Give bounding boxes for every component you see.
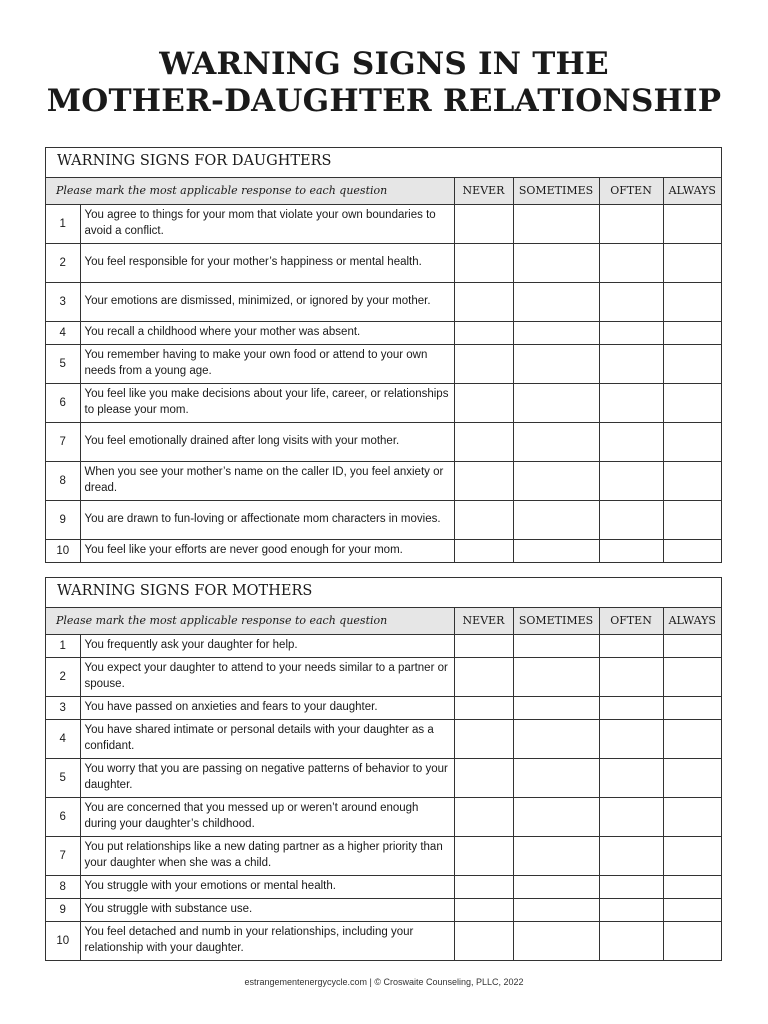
sometimes-response-cell[interactable]	[513, 696, 599, 719]
always-response-cell[interactable]	[663, 500, 721, 539]
always-response-cell[interactable]	[663, 461, 721, 500]
always-response-cell[interactable]	[663, 243, 721, 282]
question-number: 3	[46, 696, 80, 719]
question-row	[46, 500, 721, 539]
often-response-cell[interactable]	[599, 422, 663, 461]
question-text: You are drawn to fun-loving or affectionate mom characters in movies.	[80, 500, 454, 539]
often-response-cell[interactable]	[599, 921, 663, 960]
question-text: You feel detached and numb in your relationships, including your relationship with your daughter.	[80, 921, 454, 960]
question-text: You put relationships like a new dating partner as a higher priority than your daughter when she was a child.	[80, 836, 454, 875]
sometimes-response-cell[interactable]	[513, 719, 599, 758]
question-number: 1	[46, 204, 80, 243]
question-row	[46, 921, 721, 960]
never-response-cell[interactable]	[454, 875, 513, 898]
sometimes-response-cell[interactable]	[513, 634, 599, 657]
never-response-cell[interactable]	[454, 461, 513, 500]
always-response-cell[interactable]	[663, 875, 721, 898]
question-text: Your emotions are dismissed, minimized, or ignored by your mother.	[80, 282, 454, 321]
always-response-cell[interactable]	[663, 634, 721, 657]
question-text: You frequently ask your daughter for help.	[80, 634, 454, 657]
never-column-header: NEVER	[454, 608, 513, 634]
page-title	[0, 46, 768, 120]
question-number: 4	[46, 719, 80, 758]
sometimes-column-header: SOMETIMES	[513, 178, 599, 204]
question-text: You struggle with substance use.	[80, 898, 454, 921]
sometimes-response-cell[interactable]	[513, 282, 599, 321]
question-text: You worry that you are passing on negative patterns of behavior to your daughter.	[80, 758, 454, 797]
always-response-cell[interactable]	[663, 422, 721, 461]
sometimes-response-cell[interactable]	[513, 898, 599, 921]
question-number: 4	[46, 321, 80, 344]
question-number: 7	[46, 422, 80, 461]
question-text: You feel emotionally drained after long visits with your mother.	[80, 422, 454, 461]
question-row	[46, 282, 721, 321]
question-number: 6	[46, 383, 80, 422]
sometimes-response-cell[interactable]	[513, 383, 599, 422]
always-response-cell[interactable]	[663, 797, 721, 836]
daughters-section-heading: WARNING SIGNS FOR DAUGHTERS	[46, 148, 721, 178]
question-text: You expect your daughter to attend to your needs similar to a partner or spouse.	[80, 657, 454, 696]
question-row	[46, 243, 721, 282]
never-response-cell[interactable]	[454, 719, 513, 758]
often-response-cell[interactable]	[599, 797, 663, 836]
question-number: 3	[46, 282, 80, 321]
never-response-cell[interactable]	[454, 282, 513, 321]
never-response-cell[interactable]	[454, 634, 513, 657]
sometimes-response-cell[interactable]	[513, 321, 599, 344]
question-number: 10	[46, 539, 80, 562]
page-title-line-2: MOTHER-DAUGHTER RELATIONSHIP	[46, 83, 722, 119]
question-text: You feel like you make decisions about your life, career, or relationships to please your mom.	[80, 383, 454, 422]
question-number: 8	[46, 461, 80, 500]
never-response-cell[interactable]	[454, 758, 513, 797]
question-row	[46, 422, 721, 461]
always-response-cell[interactable]	[663, 539, 721, 562]
sometimes-response-cell[interactable]	[513, 836, 599, 875]
question-number: 5	[46, 758, 80, 797]
often-response-cell[interactable]	[599, 500, 663, 539]
question-row	[46, 321, 721, 344]
never-response-cell[interactable]	[454, 797, 513, 836]
often-response-cell[interactable]	[599, 758, 663, 797]
question-row	[46, 875, 721, 898]
question-text: You recall a childhood where your mother was absent.	[80, 321, 454, 344]
sometimes-response-cell[interactable]	[513, 539, 599, 562]
always-response-cell[interactable]	[663, 383, 721, 422]
often-response-cell[interactable]	[599, 344, 663, 383]
mothers-table	[46, 608, 721, 960]
question-number: 6	[46, 797, 80, 836]
often-column-header: OFTEN	[599, 608, 663, 634]
question-row	[46, 719, 721, 758]
daughters-section	[45, 147, 722, 563]
question-row	[46, 461, 721, 500]
never-response-cell[interactable]	[454, 321, 513, 344]
question-number: 2	[46, 243, 80, 282]
sometimes-response-cell[interactable]	[513, 500, 599, 539]
always-response-cell[interactable]	[663, 657, 721, 696]
always-response-cell[interactable]	[663, 282, 721, 321]
often-response-cell[interactable]	[599, 461, 663, 500]
never-response-cell[interactable]	[454, 539, 513, 562]
often-response-cell[interactable]	[599, 634, 663, 657]
often-response-cell[interactable]	[599, 875, 663, 898]
question-row	[46, 758, 721, 797]
often-response-cell[interactable]	[599, 383, 663, 422]
sometimes-response-cell[interactable]	[513, 758, 599, 797]
question-row	[46, 898, 721, 921]
question-row	[46, 797, 721, 836]
question-text: You feel like your efforts are never good enough for your mom.	[80, 539, 454, 562]
question-text: When you see your mother’s name on the caller ID, you feel anxiety or dread.	[80, 461, 454, 500]
question-number: 2	[46, 657, 80, 696]
mothers-section	[45, 577, 722, 961]
often-response-cell[interactable]	[599, 657, 663, 696]
always-response-cell[interactable]	[663, 344, 721, 383]
always-response-cell[interactable]	[663, 921, 721, 960]
instruction-header: Please mark the most applicable response to each question	[46, 608, 454, 634]
question-text: You are concerned that you messed up or weren’t around enough during your daughter’s childhood.	[80, 797, 454, 836]
often-response-cell[interactable]	[599, 898, 663, 921]
never-response-cell[interactable]	[454, 383, 513, 422]
never-response-cell[interactable]	[454, 344, 513, 383]
question-number: 9	[46, 500, 80, 539]
question-row	[46, 836, 721, 875]
question-text: You have passed on anxieties and fears to your daughter.	[80, 696, 454, 719]
always-response-cell[interactable]	[663, 204, 721, 243]
often-response-cell[interactable]	[599, 719, 663, 758]
sometimes-column-header: SOMETIMES	[513, 608, 599, 634]
often-response-cell[interactable]	[599, 204, 663, 243]
always-response-cell[interactable]	[663, 836, 721, 875]
page-title-line-1: WARNING SIGNS IN THE	[159, 46, 609, 82]
question-text: You struggle with your emotions or mental health.	[80, 875, 454, 898]
always-response-cell[interactable]	[663, 758, 721, 797]
always-response-cell[interactable]	[663, 321, 721, 344]
always-response-cell[interactable]	[663, 898, 721, 921]
never-response-cell[interactable]	[454, 696, 513, 719]
question-text: You feel responsible for your mother’s happiness or mental health.	[80, 243, 454, 282]
sometimes-response-cell[interactable]	[513, 875, 599, 898]
often-column-header: OFTEN	[599, 178, 663, 204]
daughters-table	[46, 178, 721, 562]
always-response-cell[interactable]	[663, 696, 721, 719]
never-column-header: NEVER	[454, 178, 513, 204]
question-row	[46, 383, 721, 422]
often-response-cell[interactable]	[599, 243, 663, 282]
often-response-cell[interactable]	[599, 836, 663, 875]
sometimes-response-cell[interactable]	[513, 657, 599, 696]
question-row	[46, 344, 721, 383]
sometimes-response-cell[interactable]	[513, 243, 599, 282]
sometimes-response-cell[interactable]	[513, 461, 599, 500]
question-row	[46, 539, 721, 562]
never-response-cell[interactable]	[454, 204, 513, 243]
often-response-cell[interactable]	[599, 696, 663, 719]
sometimes-response-cell[interactable]	[513, 797, 599, 836]
never-response-cell[interactable]	[454, 898, 513, 921]
never-response-cell[interactable]	[454, 422, 513, 461]
always-column-header: ALWAYS	[663, 178, 721, 204]
never-response-cell[interactable]	[454, 657, 513, 696]
instruction-header: Please mark the most applicable response to each question	[46, 178, 454, 204]
often-response-cell[interactable]	[599, 321, 663, 344]
mothers-section-heading: WARNING SIGNS FOR MOTHERS	[46, 578, 721, 608]
question-text: You have shared intimate or personal details with your daughter as a confidant.	[80, 719, 454, 758]
question-number: 7	[46, 836, 80, 875]
question-number: 9	[46, 898, 80, 921]
question-text: You remember having to make your own food or attend to your own needs from a young age.	[80, 344, 454, 383]
question-row	[46, 657, 721, 696]
sometimes-response-cell[interactable]	[513, 344, 599, 383]
question-text: You agree to things for your mom that violate your own boundaries to avoid a conflict.	[80, 204, 454, 243]
question-number: 10	[46, 921, 80, 960]
question-row	[46, 204, 721, 243]
often-response-cell[interactable]	[599, 282, 663, 321]
sometimes-response-cell[interactable]	[513, 204, 599, 243]
question-row	[46, 634, 721, 657]
never-response-cell[interactable]	[454, 836, 513, 875]
question-number: 8	[46, 875, 80, 898]
never-response-cell[interactable]	[454, 243, 513, 282]
question-number: 1	[46, 634, 80, 657]
always-column-header: ALWAYS	[663, 608, 721, 634]
question-row	[46, 696, 721, 719]
sometimes-response-cell[interactable]	[513, 921, 599, 960]
often-response-cell[interactable]	[599, 539, 663, 562]
question-number: 5	[46, 344, 80, 383]
always-response-cell[interactable]	[663, 719, 721, 758]
never-response-cell[interactable]	[454, 921, 513, 960]
never-response-cell[interactable]	[454, 500, 513, 539]
sometimes-response-cell[interactable]	[513, 422, 599, 461]
footer-credit: estrangementenergycycle.com | © Croswaite Counseling, PLLC, 2022	[244, 977, 524, 987]
